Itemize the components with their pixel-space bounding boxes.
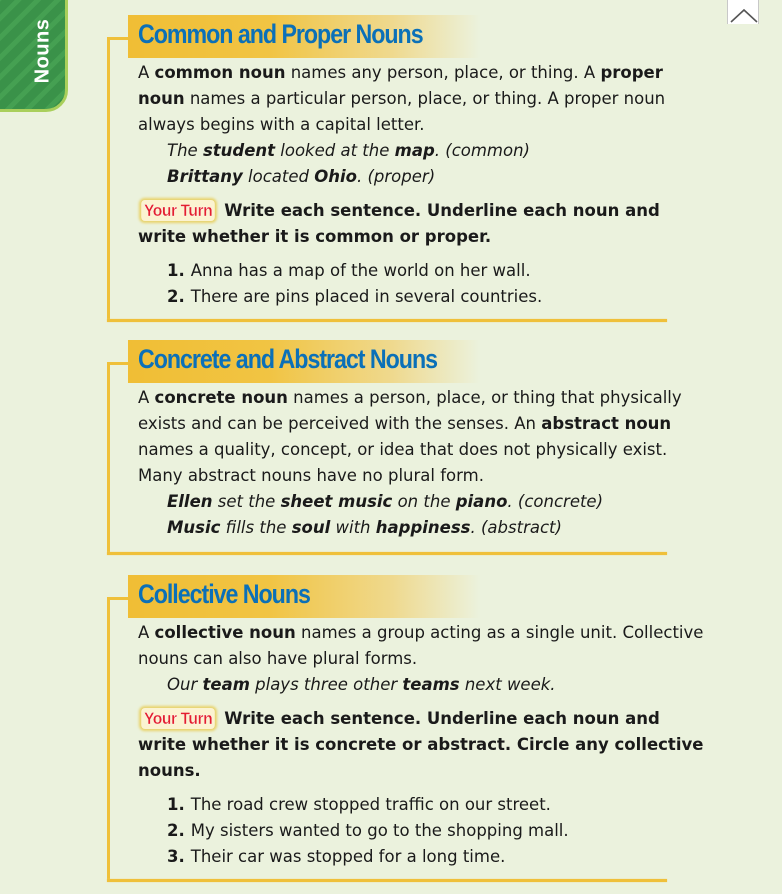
key-term: team <box>202 675 250 694</box>
section-header <box>128 15 480 58</box>
key-term: Ohio <box>314 167 357 186</box>
key-term: piano <box>455 492 508 511</box>
exercise-list <box>138 258 708 310</box>
key-term: common noun <box>154 63 286 82</box>
frame-bottom-line <box>107 552 667 555</box>
exercise-item: 3. Their car was stopped for a long time. <box>167 847 506 866</box>
example-sentence: Music fills the soul with happiness. (abstract) <box>167 518 562 537</box>
section-title: Common and Proper Nouns <box>138 19 423 49</box>
exercise-item: 2. There are pins placed in several countries. <box>167 287 543 306</box>
key-term: Brittany <box>167 167 243 186</box>
key-term: abstract noun <box>541 414 672 433</box>
key-term: map <box>394 141 435 160</box>
exercise-item: 2. My sisters wanted to go to the shopping mall. <box>167 821 569 840</box>
frame-bottom-line <box>107 319 667 322</box>
exercise-list <box>138 792 708 870</box>
exercise-item: 1. Anna has a map of the world on her wall. <box>167 261 531 280</box>
key-term: happiness <box>375 518 471 537</box>
section-body <box>138 60 708 310</box>
section-header <box>128 340 480 383</box>
example-sentence: Ellen set the sheet music on the piano. (concrete) <box>167 492 604 511</box>
key-term: soul <box>291 518 331 537</box>
your-turn-badge: Your Turn <box>141 200 215 221</box>
key-term: Ellen <box>167 492 213 511</box>
example-sentence: The student looked at the map. (common) <box>167 141 530 160</box>
chevron-up-icon <box>728 0 760 24</box>
exercise-item: 1. The road crew stopped traffic on our street. <box>167 795 551 814</box>
chapter-tab-label: Nouns <box>31 18 54 84</box>
your-turn-instruction: Your Turn Write each sentence. Underline each noun and write whether it is common or proper. <box>138 201 660 246</box>
key-term: proper noun <box>138 63 663 108</box>
frame-line <box>107 597 110 882</box>
frame-tick <box>107 362 129 365</box>
key-term: collective noun <box>154 623 296 642</box>
key-term: student <box>202 141 276 160</box>
definition: A concrete noun names a person, place, or thing that physically exists and can be perceived with the senses. An abstract noun names a quality, concept, or idea that does not physically exist. Many abstract nouns have no plural form. <box>138 388 682 485</box>
section-title: Collective Nouns <box>138 579 310 609</box>
your-turn-instruction: Your Turn Write each sentence. Underline each noun and write whether it is concrete or abstract. Circle any collective nouns. <box>138 709 704 780</box>
key-term: sheet music <box>280 492 393 511</box>
section-body <box>138 620 708 870</box>
frame-tick <box>107 37 129 40</box>
section-header <box>128 575 480 618</box>
section-title: Concrete and Abstract Nouns <box>138 344 437 374</box>
scroll-top-button[interactable] <box>727 0 759 24</box>
key-term: concrete noun <box>154 388 288 407</box>
frame-bottom-line <box>107 879 667 882</box>
frame-line <box>107 37 110 322</box>
chapter-tab[interactable] <box>0 0 68 112</box>
frame-line <box>107 362 110 555</box>
key-term: teams <box>402 675 460 694</box>
your-turn-badge: Your Turn <box>141 708 215 729</box>
frame-tick <box>107 597 129 600</box>
definition: A common noun names any person, place, or thing. A proper noun names a particular person, place, or thing. A proper noun always begins with a capital letter. <box>138 63 666 134</box>
example-sentence: Brittany located Ohio. (proper) <box>167 167 436 186</box>
example-sentence: Our team plays three other teams next week. <box>167 675 556 694</box>
key-term: Music <box>167 518 221 537</box>
section-body <box>138 385 708 541</box>
definition: A collective noun names a group acting as a single unit. Collective nouns can also have plural forms. <box>138 623 704 668</box>
